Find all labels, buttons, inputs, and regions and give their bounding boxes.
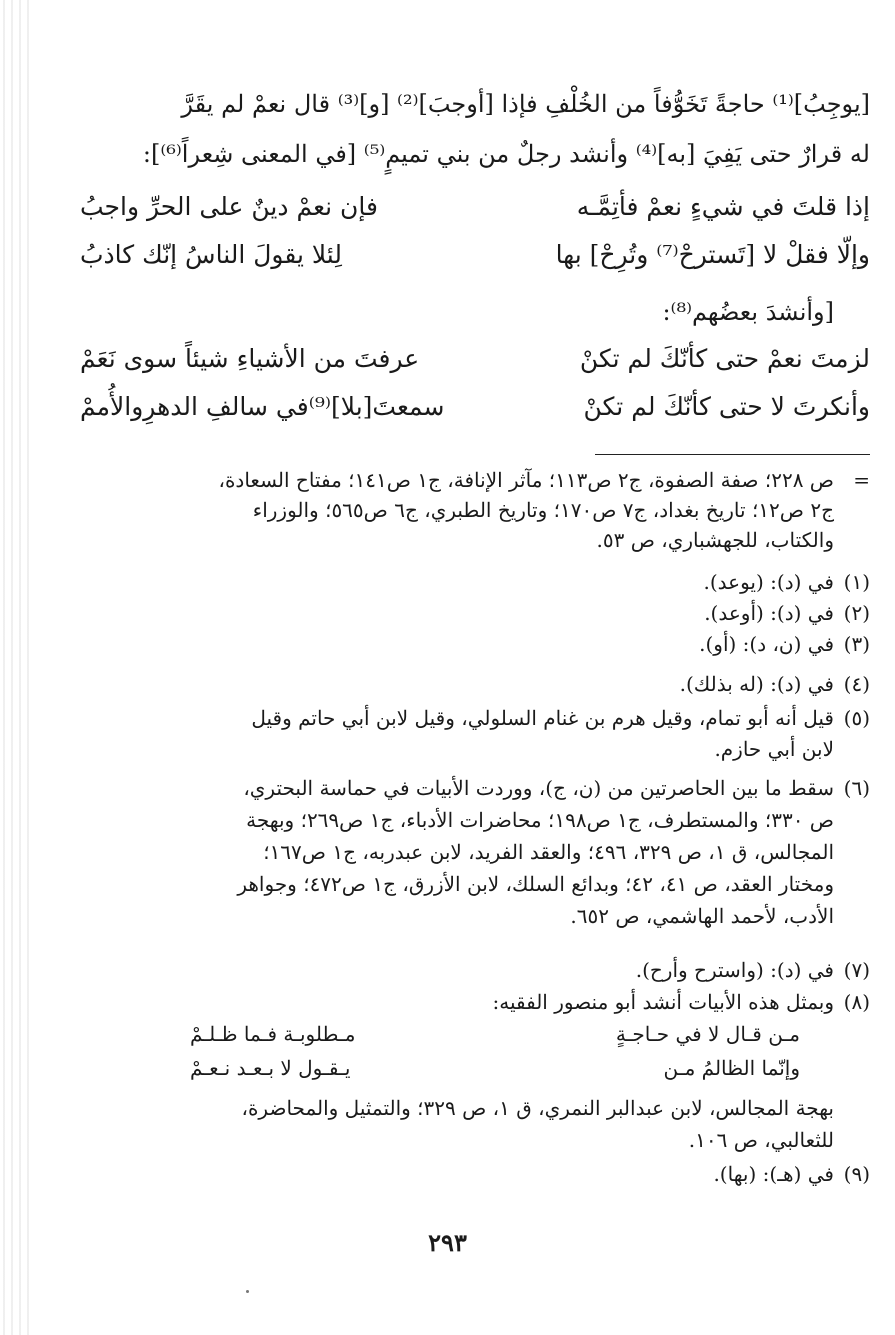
footnote-text: سقط ما بين الحاصرتين من (ن، ج)، ووردت الأبيات في حماسة البحتري، <box>243 776 834 800</box>
footnote-line: ص ٢٢٨؛ صفة الصفوة، ج٢ ص١١٣؛ مآثر الإنافة، ج١ ص١٤١؛ مفتاح السعادة، <box>218 468 834 492</box>
poem1-verse-1 <box>80 192 870 232</box>
footnote-text: المجالس، ق ١، ص ٣٢٩، ٤٩٦؛ والعقد الفريد، لابن عبدربه، ج١ ص١٦٧؛ <box>263 840 834 864</box>
footnote-number: (٣) <box>843 632 870 656</box>
footnote-number: (٥) <box>843 706 870 730</box>
footnote-text: بهجة المجالس، لابن عبدالبر النمري، ق ١، ص ٣٢٩؛ والتمثيل والمحاضرة، <box>241 1096 834 1120</box>
footnote-number: (٨) <box>843 990 870 1014</box>
body-line-1: [يوجِبُ]⁽¹⁾ حاجةً تَخَوُّفاً من الخُلْفِ فإذا [أوجبَ]⁽²⁾ [و]⁽³⁾ قال نعمْ لم يقَرَّ <box>181 90 870 118</box>
footnote-separator <box>595 454 870 455</box>
footnote-text: في (د): (واسترح وأرح). <box>635 958 834 982</box>
footnote-text: في (هـ): (بها). <box>713 1162 834 1186</box>
verse-second-hemistich: لِئلا يقولَ الناسُ إنّك كاذبُ <box>80 240 342 269</box>
verse-first-hemistich: وإلّا فقلْ لا [تَسترحْ⁽⁷⁾ وتُرِحْ] بها <box>555 240 870 269</box>
footnote-text: قيل أنه أبو تمام، وقيل هرم بن غنام السلولي، وقيل لابن أبي حاتم وقيل <box>251 706 834 730</box>
verse-second-hemistich: فإن نعمْ دينٌ على الحرِّ واجبُ <box>80 192 378 221</box>
continuation-marker: = <box>853 468 870 492</box>
footnote-text: في (د): (يوعد). <box>703 570 834 594</box>
footnote-line: والكتاب، للجهشباري، ص ٥٣. <box>596 528 834 552</box>
verse-first-hemistich: وإنّما الظالمُ مـن <box>663 1056 800 1080</box>
page-number: ٢٩٣ <box>428 1228 467 1257</box>
verse-second-hemistich: عرفتَ من الأشياءِ شيئاً سوى نَعَمْ <box>80 344 420 373</box>
footnote-text: وبمثل هذه الأبيات أنشد أبو منصور الفقيه: <box>492 990 834 1014</box>
verse-first-hemistich: لزمتَ نعمْ حتى كأنّكَ لم تكنْ <box>579 344 870 373</box>
poem2-verse-1 <box>80 344 870 384</box>
verse-first-hemistich: مـن قـال لا في حـاجـةٍ <box>615 1022 800 1046</box>
verse-first-hemistich: وأنكرتَ لا حتى كأنّكَ لم تكنْ <box>583 392 870 421</box>
verse-second-hemistich: يـقـول لا بـعـد نـعـمْ <box>190 1056 351 1080</box>
body-line-2: له قرارٌ حتى يَفِيَ [به]⁽⁴⁾ وأنشد رجلٌ من بني تميمٍ⁽⁵⁾ [في المعنى شِعراً⁽⁶⁾]: <box>142 140 870 168</box>
footnote-text: للثعالبي، ص ١٠٦. <box>688 1128 834 1152</box>
scan-speck <box>246 1290 249 1293</box>
footnote-text: في (د): (أوعد). <box>704 601 834 625</box>
footnote-number: (٧) <box>843 958 870 982</box>
footnote-number: (٢) <box>843 601 870 625</box>
footnote-text: ومختار العقد، ص ٤١، ٤٢؛ وبدائع السلك، لابن الأزرق، ج١ ص٤٧٢؛ وجواهر <box>237 872 834 896</box>
footnote-text: في (ن، د): (أو). <box>699 632 834 656</box>
footnote-number: (٦) <box>843 776 870 800</box>
poem2-intro: [وأنشدَ بعضُهم⁽⁸⁾: <box>662 298 834 326</box>
footnote-text: الأدب، لأحمد الهاشمي، ص ٦٥٢. <box>570 904 834 928</box>
scanned-page-edge <box>0 0 34 1335</box>
poem2-verse-2 <box>80 392 870 432</box>
footnote-text: في (د): (له بذلك). <box>679 672 834 696</box>
footnote-number: (١) <box>843 570 870 594</box>
verse-second-hemistich: سمعتَ[بلا]⁽⁹⁾في سالفِ الدهرِوالأُممْ <box>80 392 445 421</box>
poem1-verse-2 <box>80 240 870 280</box>
footnote-text: لابن أبي حازم. <box>714 737 834 761</box>
verse-first-hemistich: إذا قلتَ في شيءٍ نعمْ فأتِمَّـه <box>576 192 870 221</box>
footnote-text: ص ٣٣٠؛ والمستطرف، ج١ ص١٩٨؛ محاضرات الأدباء، ج١ ص٢٦٩؛ وبهجة <box>246 808 834 832</box>
footnote-number: (٤) <box>843 672 870 696</box>
footnote-line: ج٢ ص١٢؛ تاريخ بغداد، ج٧ ص١٧٠؛ وتاريخ الطبري، ج٦ ص٥٦٥؛ والوزراء <box>252 498 834 522</box>
verse-second-hemistich: مـطلوبـة فـما ظـلـمْ <box>190 1022 356 1046</box>
footnote-number: (٩) <box>843 1162 870 1186</box>
